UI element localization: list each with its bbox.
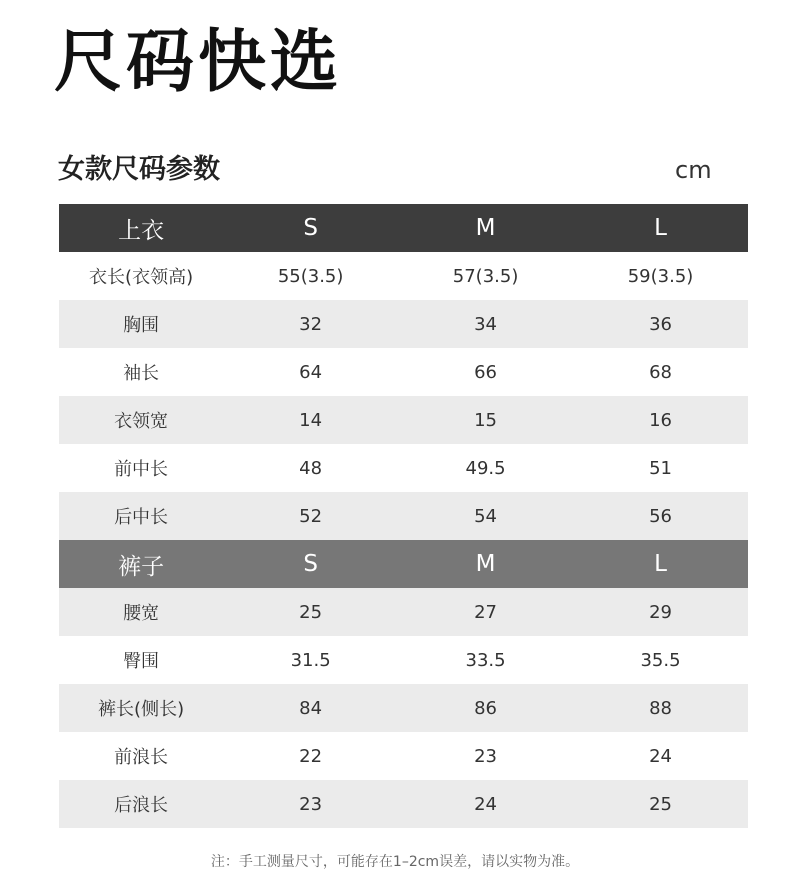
size-table: [59, 204, 748, 828]
pants-header-category: 裤子: [118, 553, 165, 580]
pants-header-row: [59, 540, 748, 588]
measurement-note: 注：手工测量尺寸，可能存在1–2cm误差，请以实物为准。: [210, 854, 580, 870]
value-m: 57(3.5): [452, 265, 519, 287]
tops-header-size-s: S: [303, 215, 318, 241]
tops-header-category: 上衣: [118, 217, 165, 244]
row-label: 臀围: [123, 651, 160, 672]
row-label: 后浪长: [114, 795, 169, 816]
value-l: 36: [649, 313, 672, 335]
pants-header-size-s: S: [303, 551, 318, 577]
row-label: 胸围: [123, 315, 160, 336]
table-row: [59, 636, 748, 684]
table-row: [59, 684, 748, 732]
value-l: 51: [649, 457, 672, 479]
value-m: 33.5: [465, 649, 506, 671]
table-row: [59, 396, 748, 444]
value-l: 16: [649, 409, 672, 431]
table-row: [59, 588, 748, 636]
value-l: 56: [649, 505, 672, 527]
unit-label: cm: [675, 156, 712, 184]
section-subtitle: 女款尺码参数: [58, 154, 220, 185]
value-l: 35.5: [640, 649, 681, 671]
value-s: 84: [299, 697, 323, 719]
value-l: 88: [649, 697, 672, 719]
value-m: 34: [474, 313, 498, 335]
row-label: 衣长(衣领高): [89, 267, 194, 288]
row-label: 袖长: [123, 363, 160, 384]
value-l: 59(3.5): [627, 265, 694, 287]
page-title: 尺码快选: [54, 23, 343, 102]
row-label: 前浪长: [114, 747, 169, 768]
row-label: 衣领宽: [114, 411, 169, 432]
value-l: 25: [649, 793, 672, 815]
value-m: 86: [474, 697, 498, 719]
table-row: [59, 492, 748, 540]
table-row: [59, 732, 748, 780]
value-s: 25: [299, 601, 323, 623]
table-row: [59, 444, 748, 492]
value-s: 32: [299, 313, 323, 335]
value-l: 68: [649, 361, 672, 383]
value-s: 31.5: [290, 649, 331, 671]
value-m: 27: [474, 601, 498, 623]
value-m: 49.5: [465, 457, 506, 479]
value-m: 15: [474, 409, 498, 431]
value-m: 54: [474, 505, 498, 527]
table-row: [59, 348, 748, 396]
value-s: 48: [299, 457, 323, 479]
value-m: 66: [474, 361, 498, 383]
row-label: 裤长(侧长): [98, 699, 185, 720]
pants-header-size-m: M: [475, 551, 496, 577]
value-l: 24: [649, 745, 672, 767]
tops-header-size-l: L: [654, 215, 667, 241]
pants-header-size-l: L: [654, 551, 667, 577]
value-m: 24: [474, 793, 498, 815]
value-s: 14: [299, 409, 323, 431]
row-label: 腰宽: [123, 603, 160, 624]
tops-header-size-m: M: [475, 215, 496, 241]
value-s: 23: [299, 793, 323, 815]
value-s: 55(3.5): [277, 265, 344, 287]
value-s: 22: [299, 745, 323, 767]
value-s: 52: [299, 505, 323, 527]
value-l: 29: [649, 601, 672, 623]
tops-header-row: [59, 204, 748, 252]
row-label: 前中长: [114, 459, 169, 480]
table-row: [59, 300, 748, 348]
value-m: 23: [474, 745, 498, 767]
table-row: [59, 252, 748, 300]
value-s: 64: [299, 361, 323, 383]
table-row: [59, 780, 748, 828]
row-label: 后中长: [114, 507, 169, 528]
